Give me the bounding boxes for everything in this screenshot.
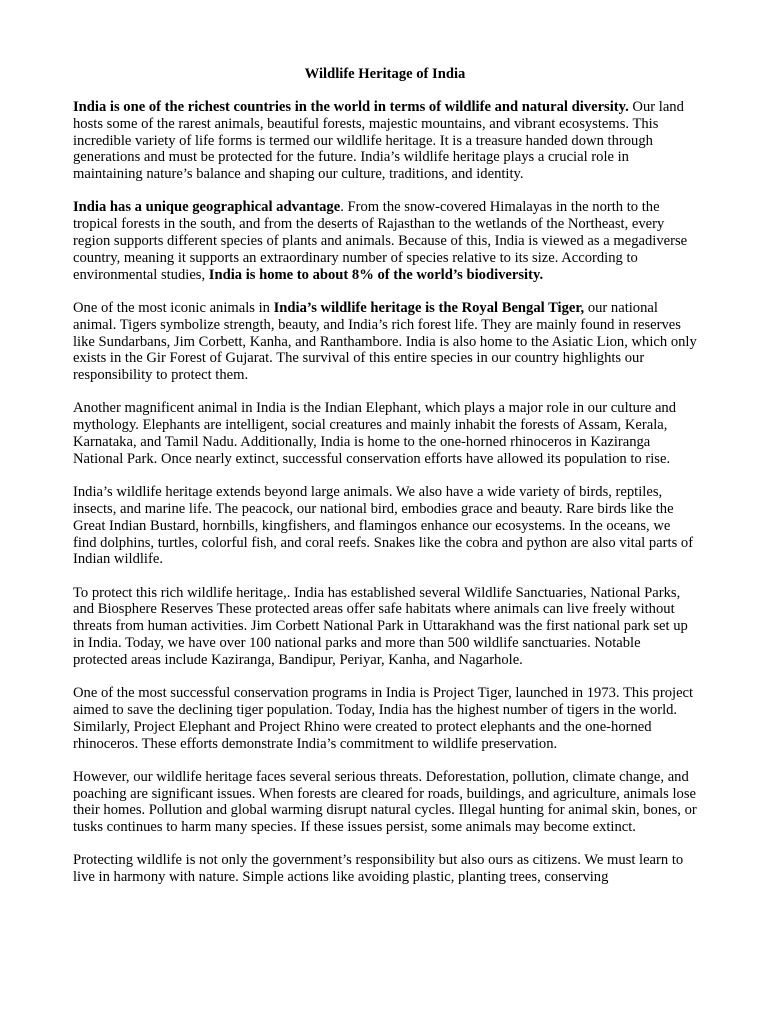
- paragraph-birds-marine: [73, 484, 697, 568]
- paragraph-text-run: One of the most successful conservation programs in India is Project Tiger, launched in 1973. This project aimed to save the declining tiger population. Today, India has the highest number of tigers in the world. Similarly, Project Elephant and Project Rhino were created to protect elephants and the one-horned rhinoceros. These efforts demonstrate India’s commitment to wildlife preservation.: [73, 685, 694, 752]
- paragraph-bold-run: India is home to about 8% of the world’s biodiversity.: [208, 266, 544, 283]
- paragraph-bold-run: India is one of the richest countries in the world in terms of wildlife and natural diversity.: [73, 99, 629, 115]
- paragraph-tiger: [73, 300, 697, 384]
- paragraph-text-run: . From the snow-covered Himalayas in the north to the tropical forests in the south, and from the deserts of Rajasthan to the wetlands of the Northeast, every region supports different species of plants and animals. Because of this, India is viewed as a megadiverse country, meaning it supports an extraordinary number of species relative to its size. According to environmental studies,: [73, 199, 688, 283]
- paragraph-bold-run: India has a unique geographical advantage: [73, 199, 341, 216]
- paragraph-geography: [73, 199, 697, 283]
- paragraph-bold-run: India’s wildlife heritage is the Royal Bengal Tiger,: [273, 299, 585, 316]
- paragraph-elephant: [73, 400, 697, 467]
- paragraph-text-run: India’s wildlife heritage extends beyond large animals. We also have a wide variety of birds, reptiles, insects, and marine life. The peacock, our national bird, embodies grace and beauty. Rare birds like the Great Indian Bustard, hornbills, kingfishers, and flamingos enhance our ecosystems. In the oceans, we find dolphins, turtles, colorful fish, and coral reefs. Snakes like the cobra and python are also vital parts of Indian wildlife.: [73, 484, 694, 568]
- paragraph-text-run: our national animal. Tigers symbolize strength, beauty, and India’s rich forest life. They are mainly found in reserves like Sundarbans, Jim Corbett, Kanha, and Ranthambore. India is also home to the Asiatic Lion, which only exists in the Gir Forest of Gujarat. The survival of this entire species in our country highlights our responsibility to protect them.: [73, 299, 697, 384]
- paragraph-text-run: Another magnificent animal in India is the Indian Elephant, which plays a major role in our culture and mythology. Elephants are intelligent, social creatures and mainly inhabit the forests of Assam, Kerala, Karnataka, and Tamil Nadu. Additionally, India is home to the one-horned rhinoceros in Kaziranga National Park. Once nearly extinct, successful conservation efforts have allowed its population to rise.: [73, 400, 677, 467]
- paragraph-project-tiger: [73, 685, 697, 752]
- paragraph-text-run: One of the most iconic animals in: [73, 299, 274, 316]
- paragraph-threats: [73, 769, 697, 836]
- paragraph-intro: [73, 99, 697, 183]
- document-title: Wildlife Heritage of India: [304, 66, 466, 82]
- paragraph-text-run: To protect this rich wildlife heritage,. India has established several Wildlife Sanctuaries, National Parks, and Biosphere Reserves These protected areas offer safe habitats where animals can live freely without threats from human activities. Jim Corbett National Park in Uttarakhand was the first national park set up in India. Today, we have over 100 national parks and more than 500 wildlife sanctuaries. Notable protected areas include Kaziranga, Bandipur, Periyar, Kanha, and Nagarhole.: [73, 584, 688, 668]
- paragraph-protected-areas: [73, 585, 697, 669]
- document-body: [73, 66, 697, 903]
- paragraph-text-run: Protecting wildlife is not only the government’s responsibility but also ours as citizens. We must learn to live in harmony with nature. Simple actions like avoiding plastic, planting trees, conserving: [73, 852, 684, 886]
- paragraph-text-run: However, our wildlife heritage faces several serious threats. Deforestation, pollution, climate change, and poaching are significant issues. When forests are cleared for roads, buildings, and agriculture, animals lose their homes. Pollution and global warming disrupt natural cycles. Illegal hunting for animal skin, bones, or tusks continues to harm many species. If these issues persist, some animals may become extinct.: [73, 768, 697, 836]
- paragraph-text-run: Our land hosts some of the rarest animals, beautiful forests, majestic mountains, and vibrant ecosystems. This incredible variety of life forms is termed our wildlife heritage. It is a treasure handed down through generations and must be protected for the future. India’s wildlife heritage plays a crucial role in maintaining nature’s balance and shaping our culture, traditions, and identity.: [73, 99, 684, 183]
- paragraph-citizens: [73, 852, 697, 886]
